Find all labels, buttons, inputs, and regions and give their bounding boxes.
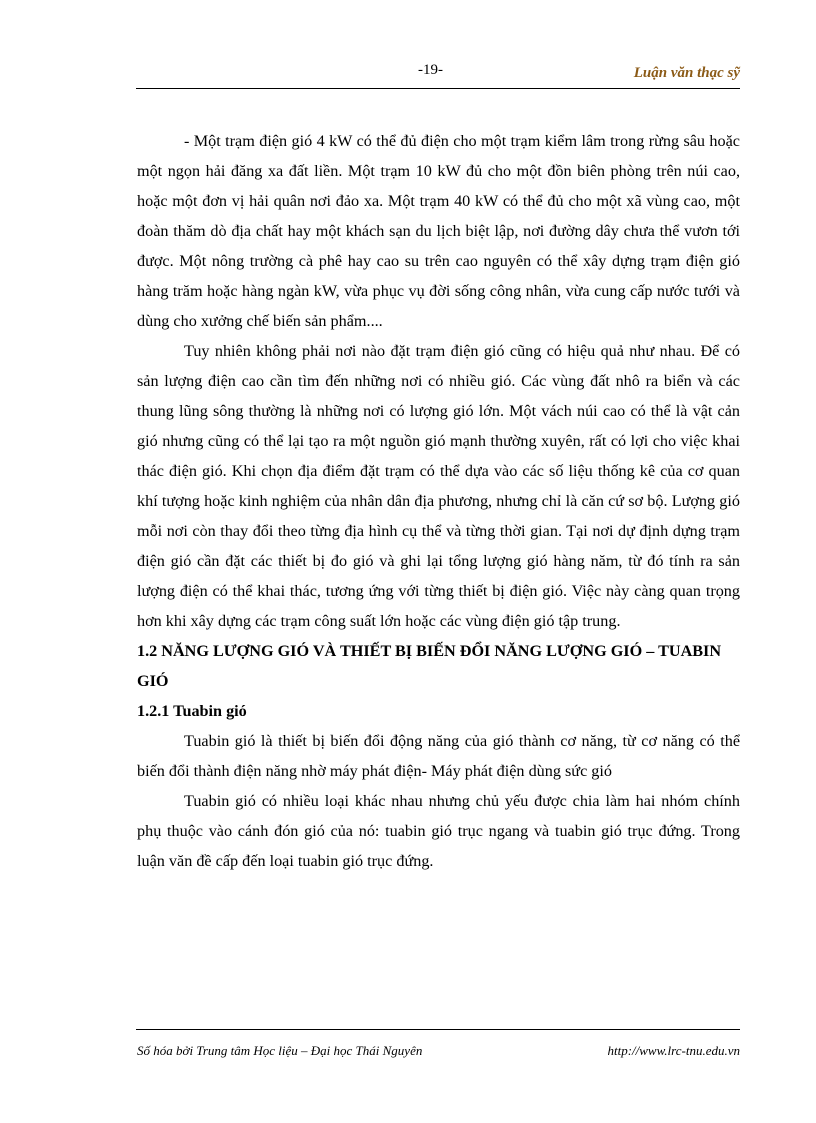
footer-divider: [136, 1029, 740, 1030]
paragraph-site-selection: Tuy nhiên không phải nơi nào đặt trạm điện gió cũng có hiệu quả như nhau. Để có sản lượng điện cao cần tìm đến những nơi có nhiều gió. Các vùng đất nhô ra biển và các thung lũng sông thường là những nơi có lượng gió lớn. Một vách núi cao có thể là vật cản gió nhưng cũng có thể lại tạo ra một nguồn gió mạnh thường xuyên, rất có lợi cho việc khai thác điện gió. Khi chọn địa điểm đặt trạm có thể dựa vào các số liệu thống kê của cơ quan khí tượng hoặc kinh nghiệm của nhân dân địa phương, nhưng chỉ là căn cứ sơ bộ. Lượng gió mỗi nơi còn thay đổi theo từng địa hình cụ thể và từng thời gian. Tại nơi dự định dựng trạm điện gió cần đặt các thiết bị đo gió và ghi lại tổng lượng gió hàng năm, từ đó tính ra sản lượng điện có thể khai thác, tương ứng với từng thiết bị điện gió. Việc này càng quan trọng hơn khi xây dựng các trạm công suất lớn hoặc các vùng điện gió tập trung.: [137, 342, 740, 630]
paragraph-turbine-types: Tuabin gió có nhiều loại khác nhau nhưng chủ yếu được chia làm hai nhóm chính phụ thuộc vào cánh đón gió của nó: tuabin gió trục ngang và tuabin gió trục đứng. Trong luận văn đề cấp đến loại tuabin gió trục đứng.: [137, 792, 740, 870]
footer-url: http://www.lrc-tnu.edu.vn: [607, 1043, 740, 1058]
page-number: -19-: [418, 62, 443, 78]
header-divider: [136, 88, 740, 89]
paragraph-turbine-definition: Tuabin gió là thiết bị biến đổi động năng của gió thành cơ năng, từ cơ năng có thể biến đổi thành điện năng nhờ máy phát điện- Máy phát điện dùng sức gió: [137, 732, 740, 780]
subsection-heading: 1.2.1 Tuabin gió: [137, 702, 247, 720]
header-title: Luận văn thạc sỹ: [633, 65, 740, 81]
paragraph-wind-station-examples: - Một trạm điện gió 4 kW có thể đủ điện cho một trạm kiểm lâm trong rừng sâu hoặc một ngọn hải đăng xa đất liền. Một trạm 10 kW đủ cho một đồn biên phòng trên núi cao, hoặc một đơn vị hải quân nơi đảo xa. Một trạm 40 kW có thể đủ cho một xã vùng cao, một đoàn thăm dò địa chất hay một khách sạn du lịch biệt lập, nơi đường dây chưa thể vươn tới được. Một nông trường cà phê hay cao su trên cao nguyên có thể xây dựng trạm điện gió hàng trăm hoặc hàng ngàn kW, vừa phục vụ đời sống công nhân, vừa cung cấp nước tưới và dùng cho xưởng chế biến sản phẩm....: [137, 132, 740, 330]
section-heading: 1.2 NĂNG LƯỢNG GIÓ VÀ THIẾT BỊ BIẾN ĐỔI NĂNG LƯỢNG GIÓ – TUABIN GIÓ: [137, 642, 722, 690]
footer-source: Số hóa bởi Trung tâm Học liệu – Đại học Thái Nguyên: [137, 1043, 423, 1058]
main-content: [137, 126, 740, 876]
